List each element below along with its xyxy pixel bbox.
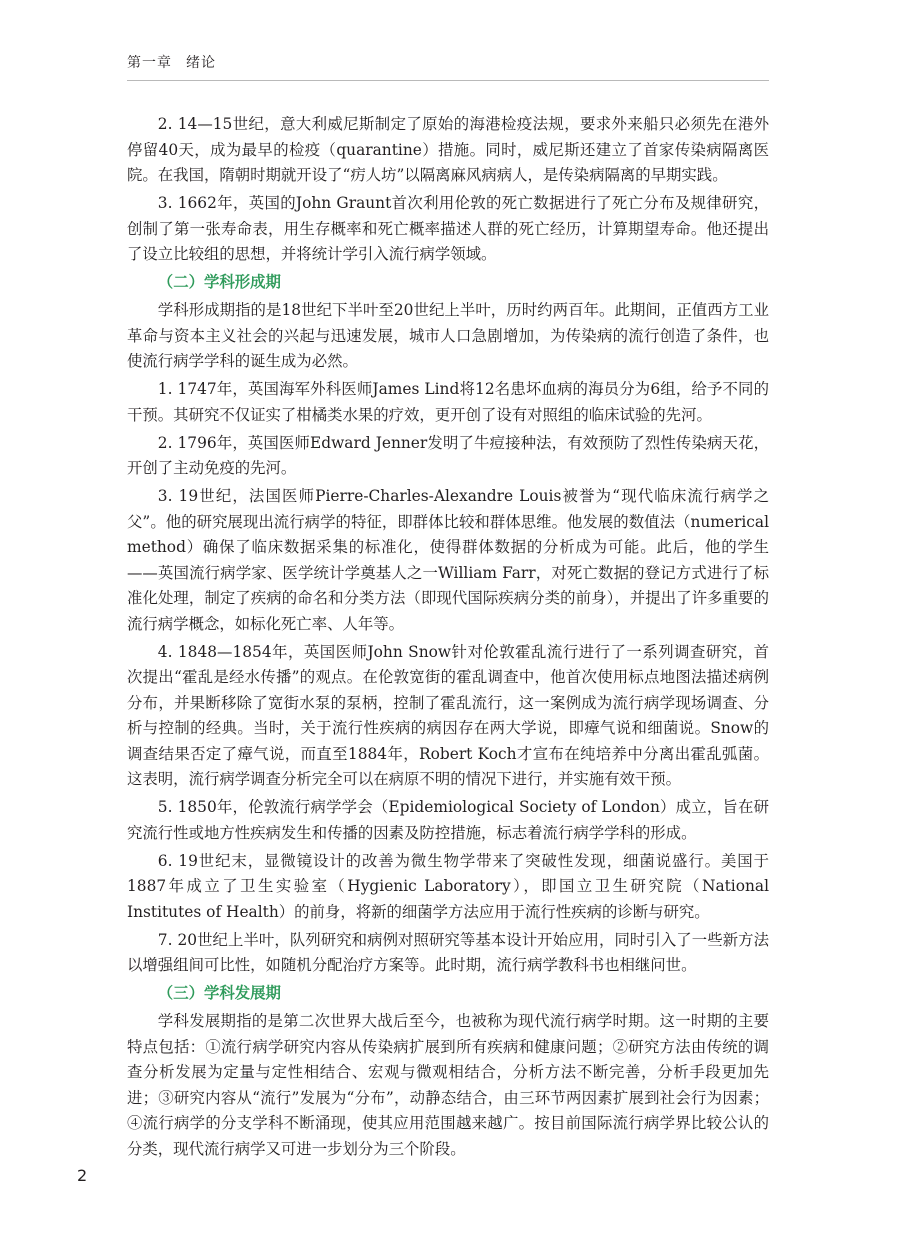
paragraph-louis: 3. 19世纪，法国医师Pierre-Charles-Alexandre Louis被誉为“现代临床流行病学之父”。他的研究展现出流行病学的特征，即群体比较和群体思维。他发展的数值法（numerical method）确保了临床数据采集的标准化，使得群体数据的分析成为可能。此后，他的学生——英国流行病学家、医学统计学奠基人之一William Farr，对死亡数据的登记方式进行了标准化处理，制定了疾病的命名和分类方法（即现代国际疾病分类的前身），并提出了许多重要的流行病学概念，如标化死亡率、人年等。 bbox=[127, 487, 769, 633]
running-header bbox=[127, 52, 216, 72]
section-heading-formation: （二）学科形成期 bbox=[157, 273, 281, 291]
paragraph-graunt: 3. 1662年，英国的John Graunt首次利用伦敦的死亡数据进行了死亡分布及规律研究，创制了第一张寿命表，用生存概率和死亡概率描述人群的死亡经历，计算期望寿命。他还提出了设立比较组的思想，并将统计学引入流行病学领域。 bbox=[127, 194, 769, 263]
paragraph-snow: 4. 1848—1854年，英国医师John Snow针对伦敦霍乱流行进行了一系列调查研究，首次提出“霍乱是经水传播”的观点。在伦敦宽街的霍乱调查中，他首次使用标点地图法描述病例分布，并果断移除了宽街水泵的泵柄，控制了霍乱流行，这一案例成为流行病学现场调查、分析与控制的经典。当时，关于流行性疾病的病因存在两大学说，即瘴气说和细菌说。Snow的调查结果否定了瘴气说，而直至1884年，Robert Koch才宣布在纯培养中分离出霍乱弧菌。这表明，流行病学调查分析完全可以在病原不明的情况下进行，并实施有效干预。 bbox=[127, 642, 769, 788]
paragraph-quarantine: 2. 14—15世纪，意大利威尼斯制定了原始的海港检疫法规，要求外来船只必须先在港外停留40天，成为最早的检疫（quarantine）措施。同时，威尼斯还建立了首家传染病隔离医院。在我国，隋朝时期就开设了“疠人坊”以隔离麻风病病人，是传染病隔离的早期实践。 bbox=[127, 115, 769, 184]
paragraph-formation-intro: 学科形成期指的是18世纪下半叶至20世纪上半叶，历时约两百年。此期间，正值西方工业革命与资本主义社会的兴起与迅速发展，城市人口急剧增加，为传染病的流行创造了条件，也使流行病学学科的诞生成为必然。 bbox=[127, 301, 769, 370]
paragraph-study-designs: 7. 20世纪上半叶，队列研究和病例对照研究等基本设计开始应用，同时引入了一些新方法以增强组间可比性，如随机分配治疗方案等。此时期，流行病学教科书也相继问世。 bbox=[127, 930, 769, 974]
paragraph-development-intro: 学科发展期指的是第二次世界大战后至今，也被称为现代流行病学时期。这一时期的主要特点包括：①流行病学研究内容从传染病扩展到所有疾病和健康问题；②研究方法由传统的调查分析发展为定量与定性相结合、宏观与微观相结合，分析方法不断完善，分析手段更加先进；③研究内容从“流行”发展为“分布”，动静态结合，由三环节两因素扩展到社会行为因素；④流行病学的分支学科不断涌现，使其应用范围越来越广。按目前国际流行病学界比较公认的分类，现代流行病学又可进一步划分为三个阶段。 bbox=[127, 1012, 769, 1158]
paragraph-jenner: 2. 1796年，英国医师Edward Jenner发明了牛痘接种法，有效预防了烈性传染病天花，开创了主动免疫的先河。 bbox=[127, 433, 769, 477]
chapter-title: 绪论 bbox=[186, 55, 216, 71]
section-heading-development: （三）学科发展期 bbox=[157, 984, 281, 1002]
paragraph-society: 5. 1850年，伦敦流行病学学会（Epidemiological Society of London）成立，旨在研究流行性或地方性疾病发生和传播的因素及防控措施，标志着流行病学学科的形成。 bbox=[127, 798, 769, 842]
header-rule bbox=[127, 80, 769, 81]
paragraph-lind: 1. 1747年，英国海军外科医师James Lind将12名患坏血病的海员分为6组，给予不同的干预。其研究不仅证实了柑橘类水果的疗效，更开创了设有对照组的临床试验的先河。 bbox=[127, 380, 769, 424]
page-body bbox=[127, 112, 769, 1165]
chapter-number: 第一章 bbox=[127, 55, 172, 71]
page-number: 2 bbox=[77, 1166, 88, 1185]
paragraph-hygienic-lab: 6. 19世纪末，显微镜设计的改善为微生物学带来了突破性发现，细菌说盛行。美国于1887年成立了卫生实验室（Hygienic Laboratory），即国立卫生研究院（National Institutes of Health）的前身，将新的细菌学方法应用于流行性疾病的诊断与研究。 bbox=[127, 851, 769, 921]
